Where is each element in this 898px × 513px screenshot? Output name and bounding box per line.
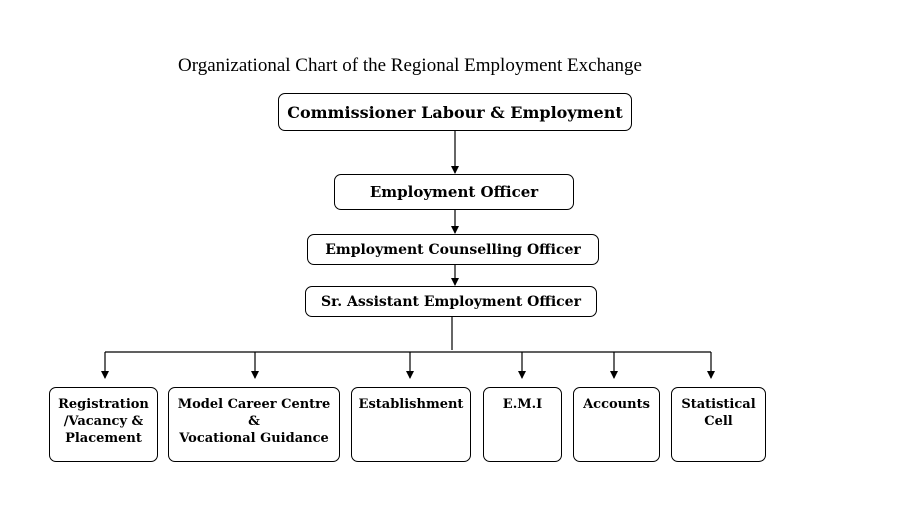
accounts-label: Accounts [583, 397, 650, 412]
counselling-officer-label: Employment Counselling Officer [325, 241, 581, 258]
sr-assistant-officer-label: Sr. Assistant Employment Officer [321, 293, 581, 310]
chart-title: Organizational Chart of the Regional Employment Exchange [178, 55, 642, 76]
establishment-label: Establishment [358, 397, 464, 412]
emi-label: E.M.I [502, 397, 543, 412]
statistical-cell-line-2: Cell [704, 414, 733, 429]
registration-box [49, 387, 158, 462]
statistical-cell-line-1: Statistical [681, 397, 756, 412]
registration-line-3: Placement [65, 431, 142, 446]
establishment-box [351, 387, 471, 462]
statistical-cell-box [671, 387, 766, 462]
commissioner-box [278, 93, 632, 131]
accounts-box [573, 387, 660, 462]
career-centre-box [168, 387, 340, 462]
registration-label [58, 396, 149, 447]
employment-officer-label: Employment Officer [369, 183, 539, 201]
career-centre-line-3: Vocational Guidance [179, 431, 329, 446]
commissioner-label: Commissioner Labour & Employment [287, 102, 623, 122]
registration-line-1: Registration [58, 397, 149, 412]
counselling-officer-box [307, 234, 599, 265]
career-centre-line-2: & [248, 414, 260, 429]
emi-box [483, 387, 562, 462]
statistical-cell-label [681, 396, 755, 430]
career-centre-line-1: Model Career Centre [177, 397, 331, 412]
career-centre-label [178, 396, 331, 447]
registration-line-2: /Vacancy & [63, 414, 144, 429]
employment-officer-box [334, 174, 574, 210]
sr-assistant-officer-box [305, 286, 597, 317]
